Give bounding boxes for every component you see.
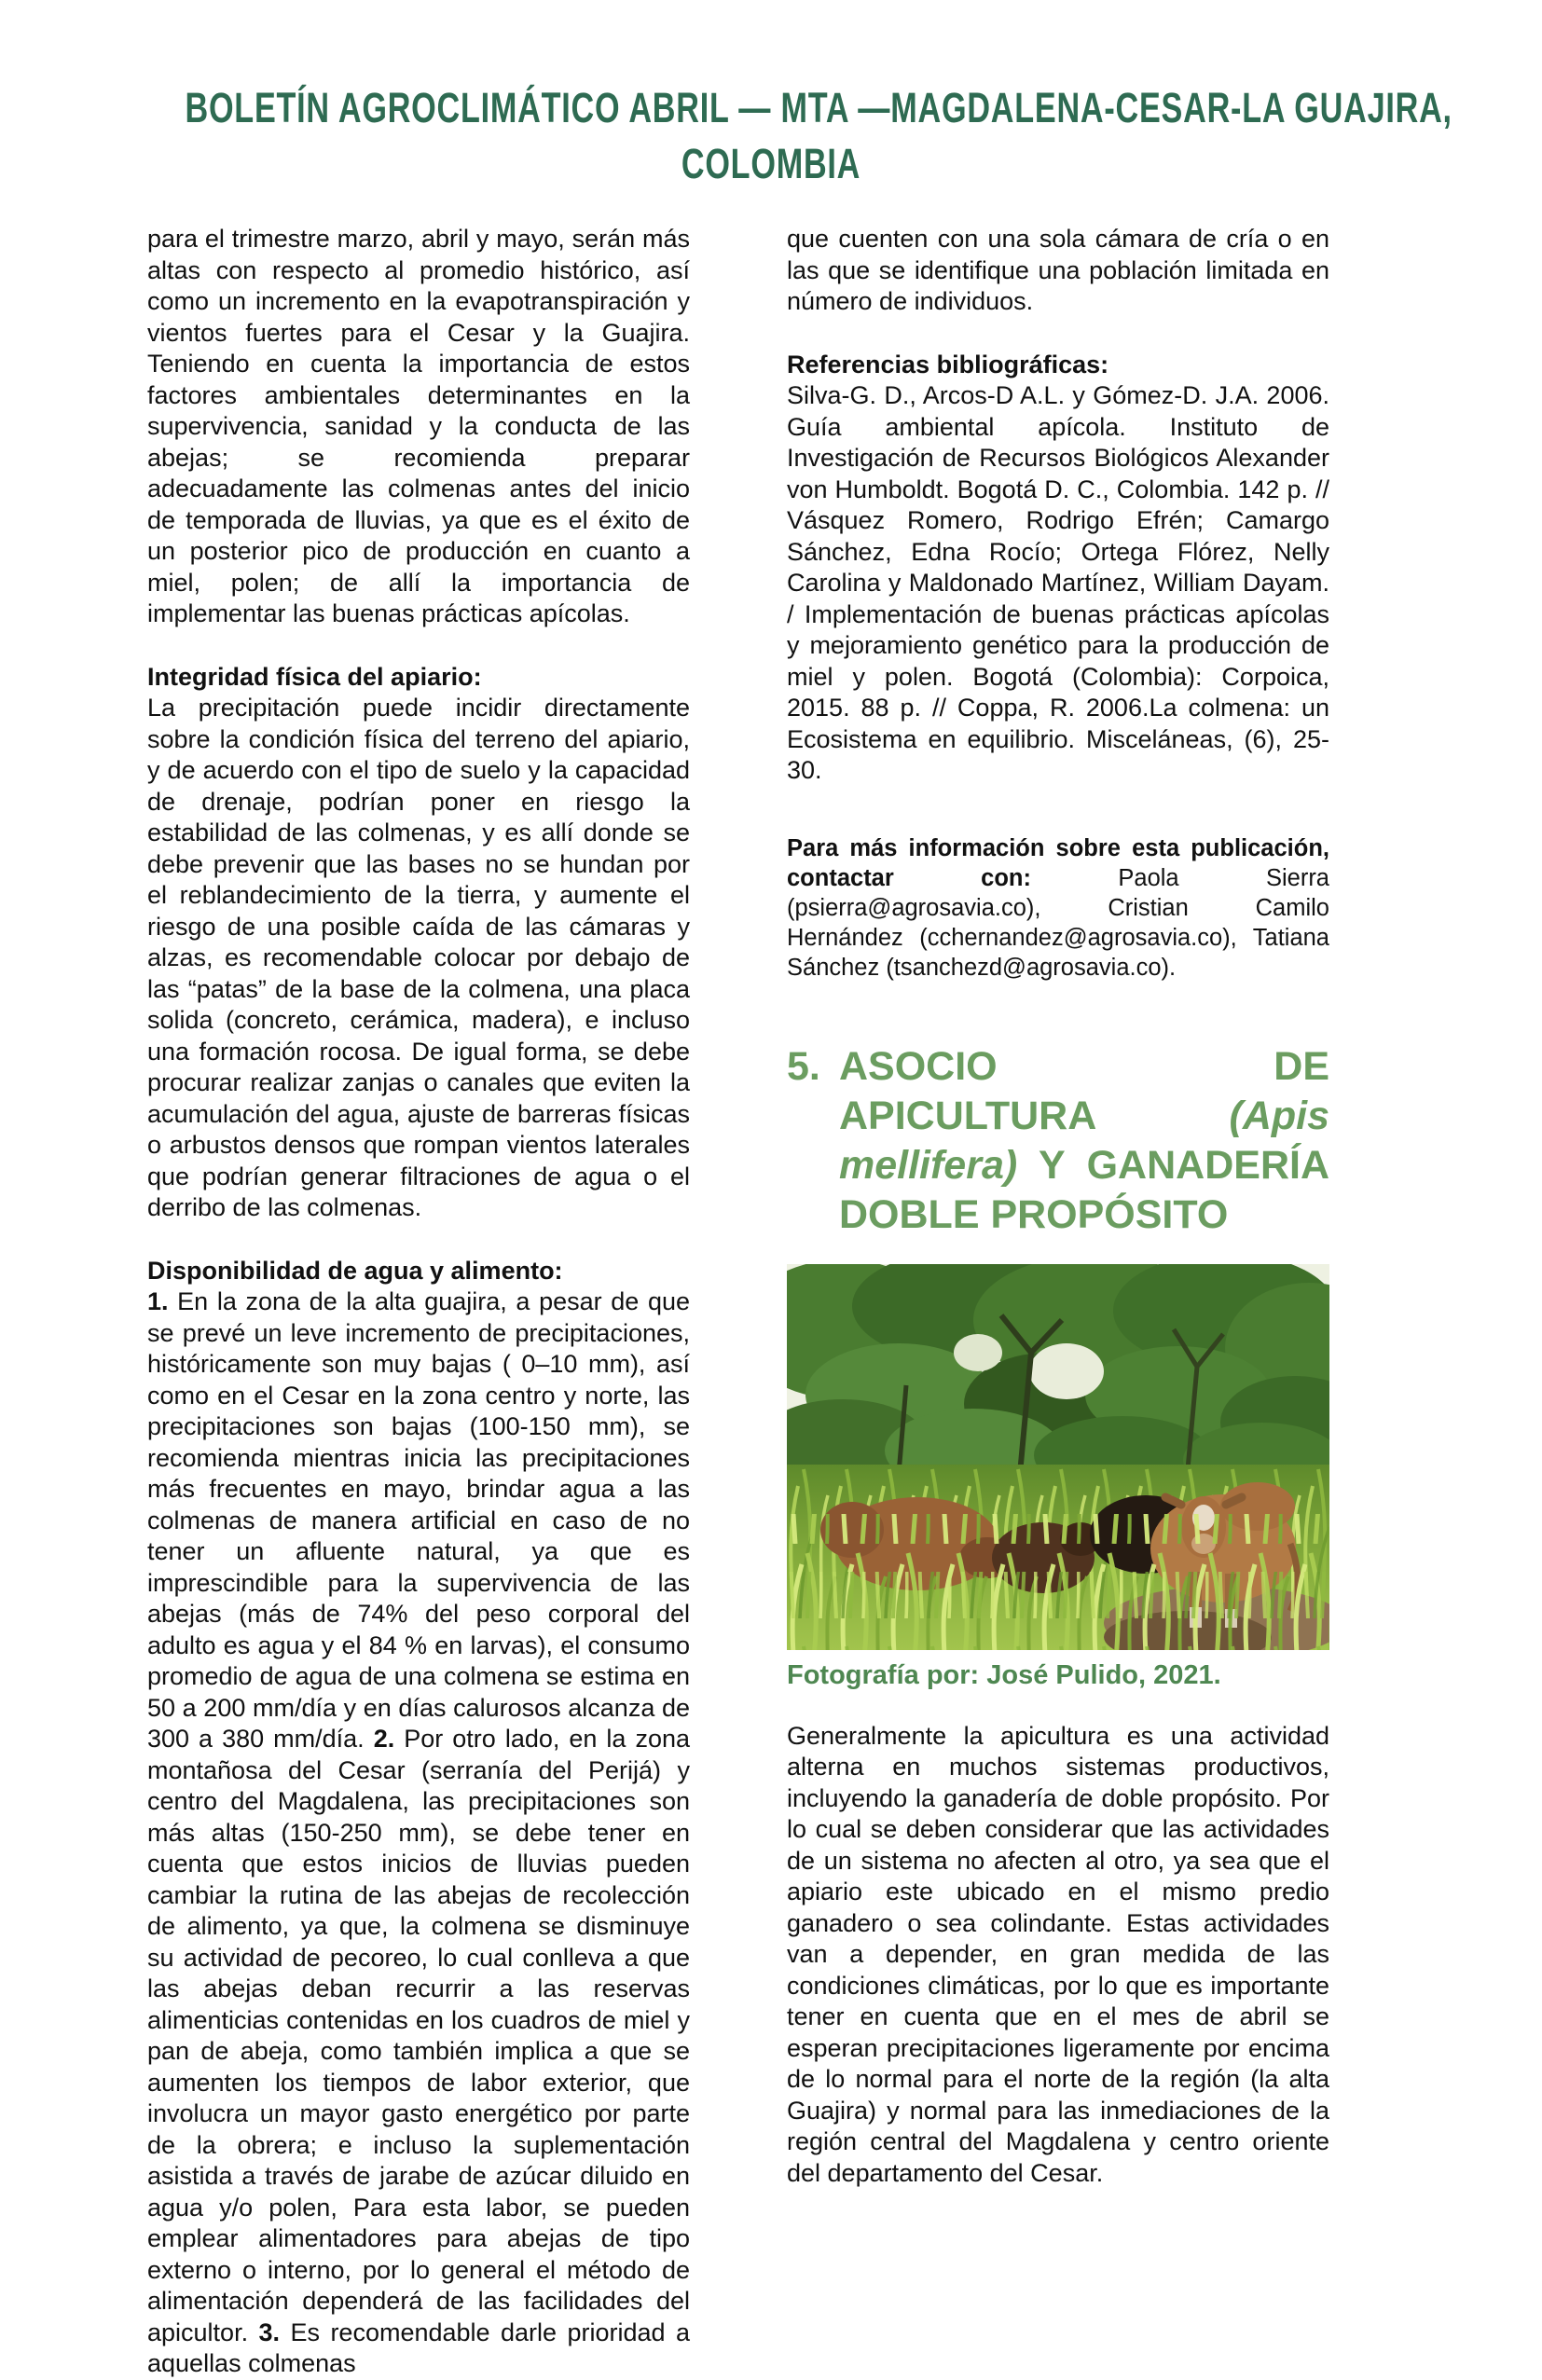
- right-column: [787, 224, 1329, 2380]
- heading-disponibilidad-agua: Disponibilidad de agua y alimento:: [147, 1256, 563, 1285]
- two-column-content: [147, 224, 1329, 2380]
- section-5-number: 5.: [787, 1043, 820, 1089]
- cattle-photo: [787, 1264, 1329, 1650]
- section-5-heading: [787, 1042, 1329, 1240]
- title-line-2: COLOMBIA: [681, 140, 861, 187]
- left-column: [147, 224, 690, 2380]
- title-line-1: BOLETÍN AGROCLIMÁTICO ABRIL — MTA —MAGDALENA-CESAR-LA GUAJIRA,: [185, 84, 1453, 131]
- bulletin-title: [0, 0, 1542, 192]
- heading-referencias: Referencias bibliográficas:: [787, 350, 1109, 378]
- referencias-body: Silva-G. D., Arcos-D A.L. y Gómez-D. J.A. 2006. Guía ambiental apícola. Instituto de Investigación de Recursos Biológicos Alexander von Humboldt. Bogotá D. C., Colombia. 142 p. // Vásquez Romero, Rodrigo Efrén; Camargo Sánchez, Edna Rocío; Ortega Flórez, Nelly Carolina y Maldonado Martínez, William Dayam. / Implementación de buenas prácticas apícolas y mejoramiento genético para la producción de miel y polen. Bogotá (Colombia): Corpoica, 2015. 88 p. // Coppa, R. 2006.La colmena: un Ecosistema en equilibrio. Misceláneas, (6), 25-30.: [787, 381, 1329, 784]
- apicultura-ganaderia-paragraph: Generalmente la apicultura es una actividad alterna en muchos sistemas productivos, incluyendo la ganadería de doble propósito. Por lo cual se deben considerar que las actividades de un sistema no afecten al otro, ya sea que el apiario este ubicado en el mismo predio ganadero o sea colindante. Estas actividades van a depender, en gran medida de las condiciones climáticas, por lo que es importante tener en cuenta que en el mes de abril se esperan precipitaciones ligeramente por encima de lo normal para el norte de la región (la alta Guajira) y normal para las inmediaciones de la región central del Magdalena y centro oriente del departamento del Cesar.: [787, 1721, 1329, 2187]
- cattle-photo-figure: [787, 1264, 1329, 1691]
- integridad-body: La precipitación puede incidir directamente sobre la condición física del terreno del apiario, y de acuerdo con el tipo de suelo y la capacidad de drenaje, podrían poner en riesgo la estabilidad de las colmenas, y es allí donde se debe prevenir que las bases no se hundan por el reblandecimiento de la tierra, y aumente el riesgo de una posible caída de las cámaras y alzas, es recomendable colocar por debajo de las “patas” de la base de la colmena, una placa solida (concreto, cerámica, madera), e incluso una formación rocosa. De igual forma, se debe procurar realizar zanjas o canales que eviten la acumulación del agua, ajuste de barreras físicas o arbustos densos que rompan vientos laterales que podrían generar filtraciones de agua o el derribo de las colmenas.: [147, 694, 690, 1221]
- continuation-paragraph: para el trimestre marzo, abril y mayo, serán más altas con respecto al promedio histórico, así como un incremento en la evapotranspiración y vientos fuertes para el Cesar y la Guajira. Teniendo en cuenta la importancia de estos factores ambientales determinantes en la supervivencia, sanidad y la conducta de las abejas; se recomienda preparar adecuadamente las colmenas antes del inicio de temporada de lluvias, ya que es el éxito de un posterior pico de producción en cuanto a miel, polen; de allí la importancia de implementar las buenas prácticas apícolas.: [147, 225, 690, 627]
- section-5-title: ASOCIO DE APICULTURA (Apis mellifera) Y GANADERÍA DOBLE PROPÓSITO: [839, 1043, 1329, 1237]
- contact-info: Para más información sobre esta publicación, contactar con: Paola Sierra (psierra@agrosavia.co), Cristian Camilo Hernández (cchernandez@agrosavia.co), Tatiana Sánchez (tsanchezd@agrosavia.co).: [787, 834, 1329, 981]
- colmenas-paragraph: que cuenten con una sola cámara de cría o en las que se identifique una población limitada en número de individuos.: [787, 225, 1329, 315]
- disponibilidad-body: 1. En la zona de la alta guajira, a pesar de que se prevé un leve incremento de precipitaciones, históricamente son muy bajas ( 0–10 mm), así como en el Cesar en la zona centro y norte, las precipitaciones son bajas (100-150 mm), se recomienda mientras inicia las precipitaciones más frecuentes en mayo, brindar agua a las colmenas de manera artificial en caso de no tener un afluente natural, ya que es imprescindible para la supervivencia de las abejas (más de 74% del peso corporal del adulto es agua y el 84 % en larvas), el consumo promedio de agua de una colmena se estima en 50 a 200 mm/día y en días calurosos alcanza de 300 a 380 mm/día. 2. Por otro lado, en la zona montañosa del Cesar (serranía del Perijá) y centro del Magdalena, las precipitaciones son más altas (150-250 mm), se debe tener en cuenta que estos inicios de lluvias pueden cambiar la rutina de las abejas de recolección de alimento, ya que, la colmena se disminuye su actividad de pecoreo, lo cual conlleva a que las abejas deban recurrir a las reservas alimenticias contenidas en los cuadros de miel y pan de abeja, como también implica a que se aumenten los tiempos de labor exterior, que involucra un mayor gasto energético por parte de la obrera; e incluso la suplementación asistida a través de jarabe de azúcar diluido en agua y/o polen, Para esta labor, se pueden emplear alimentadores para abejas de tipo externo o interno, por lo general el método de alimentación dependerá de las facilidades del apicultor. 3. Es recomendable darle prioridad a aquellas colmenas: [147, 1287, 691, 2377]
- photo-caption: Fotografía por: José Pulido, 2021.: [787, 1659, 1221, 1690]
- heading-integridad-fisica: Integridad física del apiario:: [147, 662, 482, 691]
